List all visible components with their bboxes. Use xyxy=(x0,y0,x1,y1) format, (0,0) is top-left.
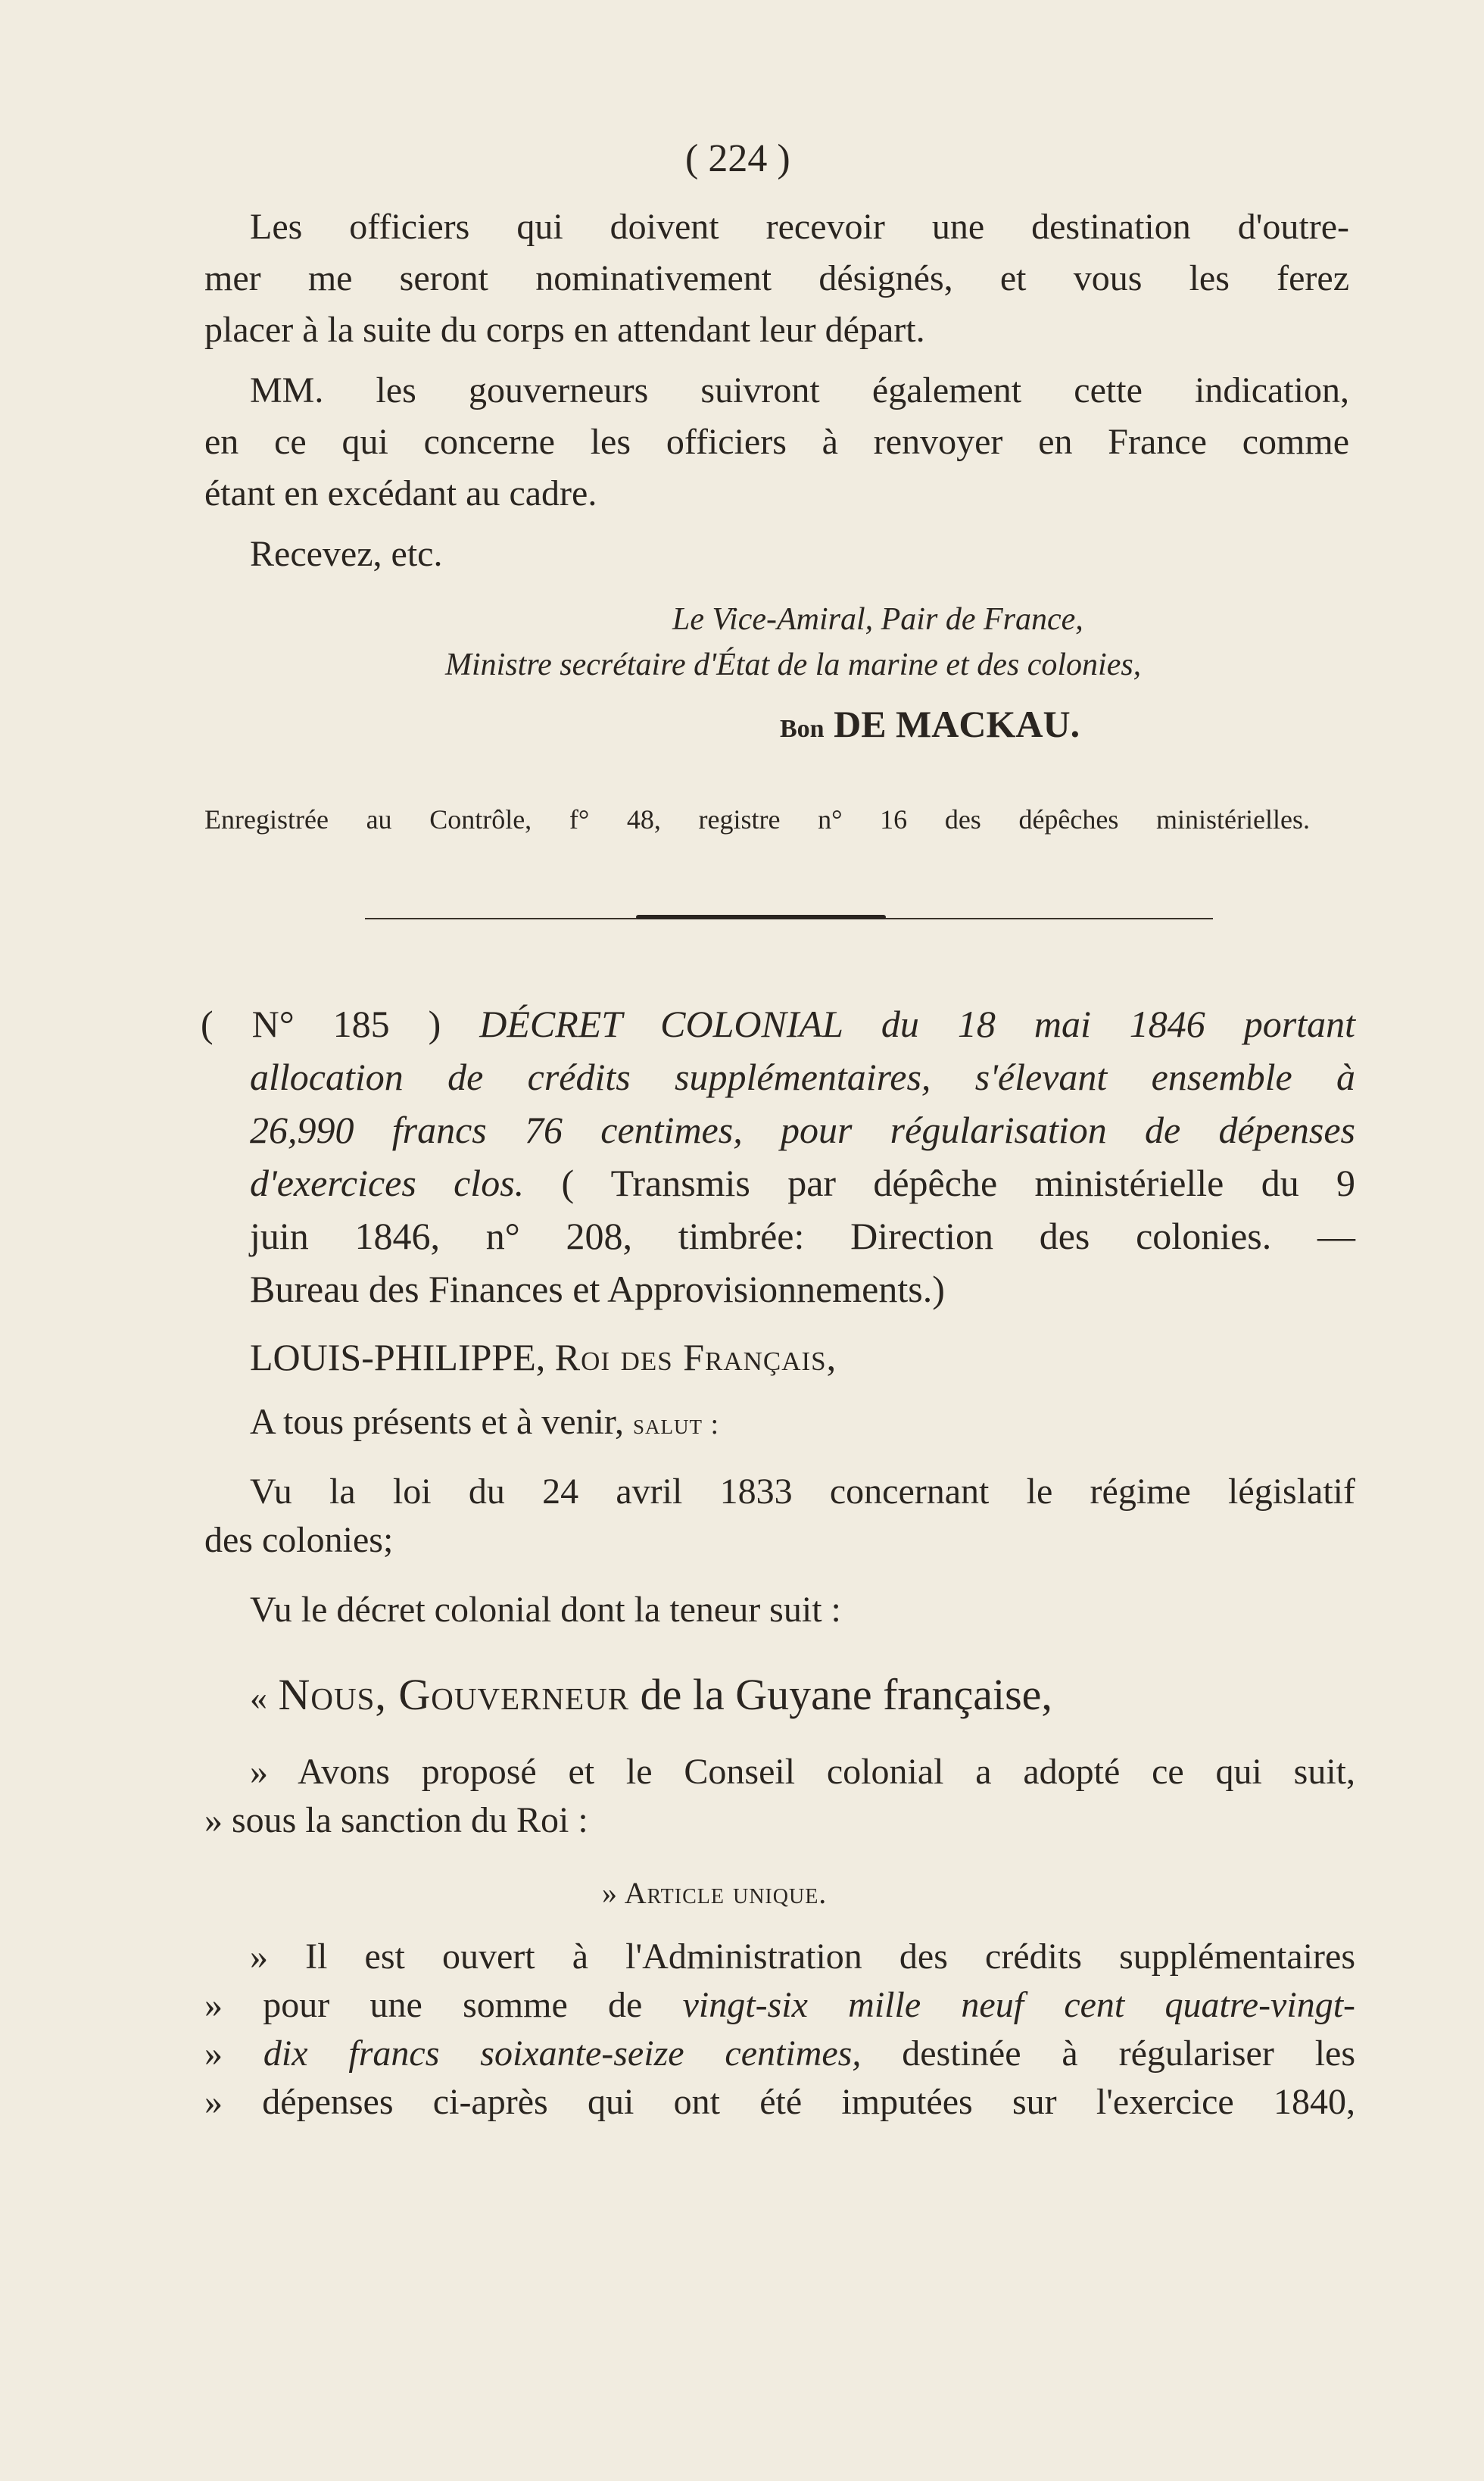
vu-decree-line: Vu le décret colonial dont la teneur suit : xyxy=(250,1590,841,1630)
intro-line-3: placer à la suite du corps en attendant leur départ. xyxy=(204,310,925,350)
registration-note: Enregistrée au Contrôle, f° 48, registre n° 16 des dépêches ministérielles. xyxy=(204,804,1310,835)
greeting-line xyxy=(250,1398,719,1449)
signature-office: Ministre secrétaire d'État de la marine et des colonies, xyxy=(445,648,1142,682)
article-line-3-quote: » xyxy=(204,2033,223,2074)
article-line-3-italic: dix francs soixante-seize centimes, xyxy=(263,2033,862,2074)
vu-law-line-2: des colonies; xyxy=(204,1520,394,1560)
closing-salutation: Recevez, etc. xyxy=(250,534,443,574)
decree-heading-line-5: juin 1846, n° 208, timbrée: Direction des colonies. — xyxy=(250,1215,1355,1257)
intro-line-2: mer me seront nominativement désignés, et vous les ferez xyxy=(204,258,1349,298)
decree-heading-line-6: Bureau des Finances et Approvisionnements.) xyxy=(250,1268,945,1310)
nous-line xyxy=(250,1671,1052,1722)
decree-title: DÉCRET COLONIAL du 18 mai 1846 portant xyxy=(479,1003,1355,1045)
intro-line-6: étant en excédant au cadre. xyxy=(204,473,597,513)
proposal-line-2: » sous la sanction du Roi : xyxy=(204,1800,588,1840)
greeting-text: A tous présents et à venir, xyxy=(250,1402,624,1442)
intro-line-4: MM. les gouverneurs suivront également cette indication, xyxy=(250,370,1349,410)
article-line-2-text: » pour une somme de xyxy=(204,1985,643,2025)
king-line xyxy=(250,1333,837,1381)
intro-line-5: en ce qui concerne les officiers à renvoyer en France comme xyxy=(204,422,1349,462)
article-line-1: » Il est ouvert à l'Administration des crédits supplémentaires xyxy=(250,1936,1355,1977)
decree-number: ( N° 185 ) xyxy=(201,1003,441,1045)
nous-guyane: de la Guyane française, xyxy=(640,1670,1052,1719)
page-number: ( 224 ) xyxy=(685,137,790,180)
signature-title: Le Vice-Amiral, Pair de France, xyxy=(672,602,1083,637)
article-line-2 xyxy=(204,1981,1355,2030)
signature-name xyxy=(780,700,1080,754)
decree-transmission: ( Transmis par dépêche ministérielle du 9 xyxy=(561,1162,1356,1204)
nous-quote: « xyxy=(250,1678,267,1717)
nous-gouverneur: Nous, Gouverneur xyxy=(278,1670,630,1719)
proposal-line-1: » Avons proposé et le Conseil colonial a adopté ce qui suit, xyxy=(250,1752,1355,1792)
decree-heading-line-2: allocation de crédits supplémentaires, s'élevant ensemble à xyxy=(250,1056,1355,1098)
decree-heading-line-4 xyxy=(250,1159,1355,1207)
intro-line-1: Les officiers qui doivent recevoir une destination d'outre- xyxy=(250,207,1349,247)
king-title: Roi des Français, xyxy=(554,1336,837,1378)
article-line-3 xyxy=(204,2030,1355,2078)
signature-surname: DE MACKAU. xyxy=(834,703,1080,745)
king-name: LOUIS-PHILIPPE, xyxy=(250,1336,546,1378)
signature-prefix: Bon xyxy=(780,715,825,743)
vu-law-line-1: Vu la loi du 24 avril 1833 concernant le régime législatif xyxy=(250,1471,1355,1512)
greeting-salut: salut : xyxy=(632,1409,720,1440)
article-line-3-text: destinée à régulariser les xyxy=(902,2033,1356,2074)
article-line-2-italic: vingt-six mille neuf cent quatre-vingt- xyxy=(682,1985,1356,2025)
decree-heading-italic: d'exercices clos. xyxy=(250,1162,525,1204)
decree-heading-line-1 xyxy=(201,1000,1355,1048)
decree-heading-line-3: 26,990 francs 76 centimes, pour régularisation de dépenses xyxy=(250,1109,1355,1151)
separator-ornament xyxy=(636,915,886,919)
article-line-4: » dépenses ci-après qui ont été imputées sur l'exercice 1840, xyxy=(204,2082,1355,2122)
article-heading: » Article unique. xyxy=(602,1876,828,1910)
